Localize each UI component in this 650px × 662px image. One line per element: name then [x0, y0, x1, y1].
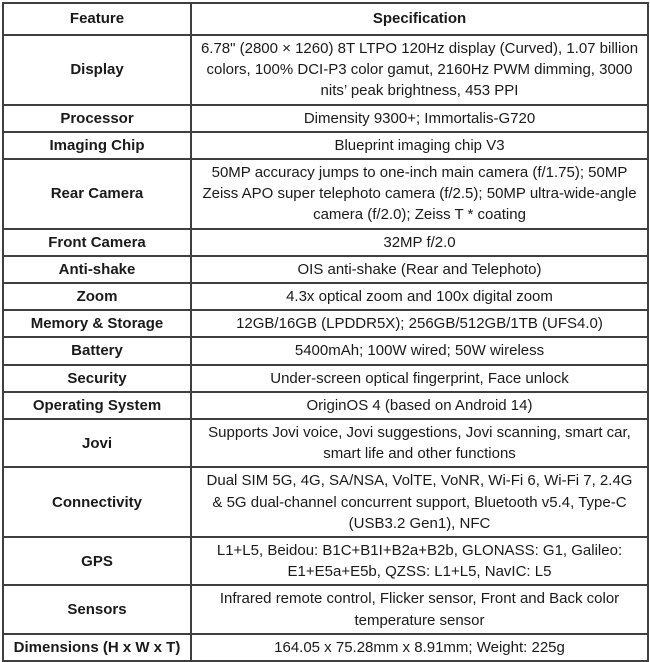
spec-cell: L1+L5, Beidou: B1C+B1I+B2a+B2b, GLONASS: G1, Galileo: E1+E5a+E5b, QZSS: L1+L5, NavIC: L5	[191, 537, 648, 585]
spec-cell: Supports Jovi voice, Jovi suggestions, Jovi scanning, smart car, smart life and other functions	[191, 419, 648, 467]
feature-cell: Security	[3, 365, 191, 392]
feature-cell: Sensors	[3, 585, 191, 633]
feature-cell: Dimensions (H x W x T)	[3, 634, 191, 661]
table-row-jovi	[3, 419, 648, 467]
feature-cell: Battery	[3, 337, 191, 364]
feature-cell: Connectivity	[3, 467, 191, 537]
table-row-imaging-chip	[3, 132, 648, 159]
feature-cell: Processor	[3, 105, 191, 132]
spec-cell: Infrared remote control, Flicker sensor, Front and Back color temperature sensor	[191, 585, 648, 633]
spec-cell: 32MP f/2.0	[191, 229, 648, 256]
table-row-anti-shake	[3, 256, 648, 283]
table-row-sensors	[3, 585, 648, 633]
spec-cell: OIS anti-shake (Rear and Telephoto)	[191, 256, 648, 283]
spec-cell: Dual SIM 5G, 4G, SA/NSA, VolTE, VoNR, Wi-Fi 6, Wi-Fi 7, 2.4G & 5G dual-channel concurrent support, Bluetooth v5.4, Type-C (USB3.2 Gen1), NFC	[191, 467, 648, 537]
table-row-dimensions	[3, 634, 648, 661]
specification-column-header: Specification	[191, 3, 648, 35]
table-header-row	[3, 3, 648, 35]
feature-cell: Rear Camera	[3, 159, 191, 229]
spec-cell: 5400mAh; 100W wired; 50W wireless	[191, 337, 648, 364]
phone-spec-table	[2, 2, 649, 662]
table-row-battery	[3, 337, 648, 364]
spec-cell: 164.05 x 75.28mm x 8.91mm; Weight: 225g	[191, 634, 648, 661]
spec-cell: 6.78" (2800 × 1260) 8T LTPO 120Hz display (Curved), 1.07 billion colors, 100% DCI-P3 color gamut, 2160Hz PWM dimming, 3000 nits’ peak brightness, 453 PPI	[191, 35, 648, 105]
spec-cell: Under-screen optical fingerprint, Face unlock	[191, 365, 648, 392]
spec-cell: OriginOS 4 (based on Android 14)	[191, 392, 648, 419]
table-row-rear-camera	[3, 159, 648, 229]
feature-cell: Front Camera	[3, 229, 191, 256]
feature-cell: Operating System	[3, 392, 191, 419]
spec-cell: Dimensity 9300+; Immortalis-G720	[191, 105, 648, 132]
spec-cell: 12GB/16GB (LPDDR5X); 256GB/512GB/1TB (UFS4.0)	[191, 310, 648, 337]
table-row-front-camera	[3, 229, 648, 256]
table-row-zoom	[3, 283, 648, 310]
table-row-security	[3, 365, 648, 392]
spec-cell: 50MP accuracy jumps to one-inch main camera (f/1.75); 50MP Zeiss APO super telephoto camera (f/2.5); 50MP ultra-wide-angle camera (f/2.0); Zeiss T * coating	[191, 159, 648, 229]
feature-cell: Imaging Chip	[3, 132, 191, 159]
table-row-display	[3, 35, 648, 105]
spec-cell: 4.3x optical zoom and 100x digital zoom	[191, 283, 648, 310]
feature-column-header: Feature	[3, 3, 191, 35]
feature-cell: GPS	[3, 537, 191, 585]
table-row-memory-storage	[3, 310, 648, 337]
table-row-processor	[3, 105, 648, 132]
table-row-connectivity	[3, 467, 648, 537]
feature-cell: Display	[3, 35, 191, 105]
table-row-operating-system	[3, 392, 648, 419]
table-row-gps	[3, 537, 648, 585]
feature-cell: Zoom	[3, 283, 191, 310]
feature-cell: Anti-shake	[3, 256, 191, 283]
spec-cell: Blueprint imaging chip V3	[191, 132, 648, 159]
feature-cell: Memory & Storage	[3, 310, 191, 337]
feature-cell: Jovi	[3, 419, 191, 467]
